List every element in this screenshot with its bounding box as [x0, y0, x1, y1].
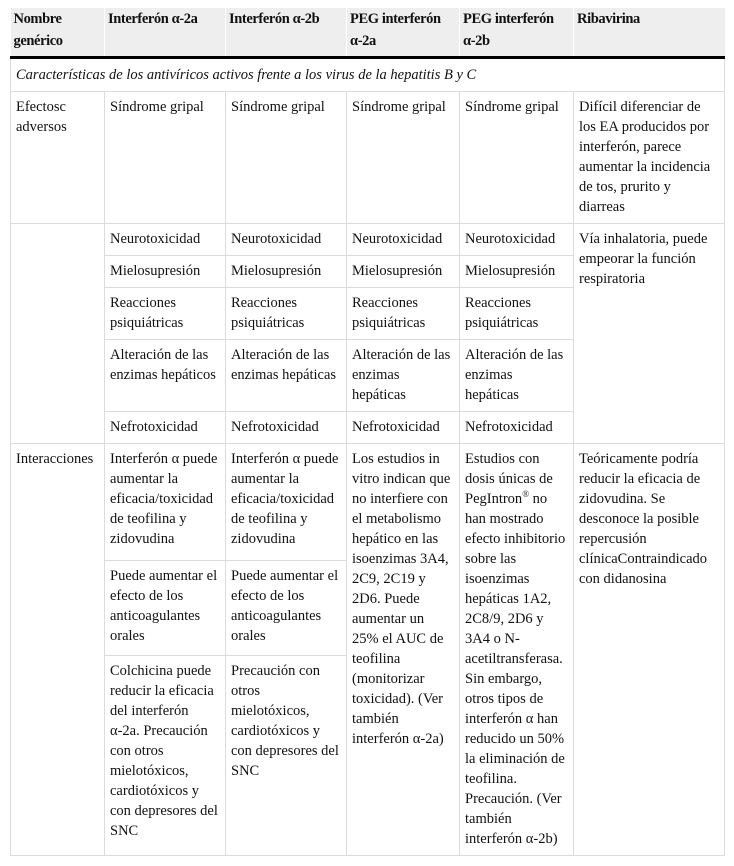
table-cell: Neurotoxicidad [105, 224, 226, 256]
header-cell: PEG interferón α-2b [460, 8, 574, 58]
table-cell: Mielosupresión [460, 256, 574, 288]
table-cell: Síndrome gripal [226, 92, 347, 224]
table-cell: Neurotoxicidad [226, 224, 347, 256]
table-cell: Reacciones psiquiátricas [460, 288, 574, 340]
row-label: Interacciones [11, 444, 105, 856]
caption-row [11, 58, 725, 92]
table-cell: Teóricamente podría reducir la eficacia de zidovudina. Se desconoce la posible repercusión clínicaContraindicado con didanosina [574, 444, 725, 856]
table-cell: Vía inhalatoria, puede empeorar la función respiratoria [574, 224, 725, 444]
header-cell: Nombre genérico [11, 8, 105, 58]
table-cell: Neurotoxicidad [460, 224, 574, 256]
table-cell: Nefrotoxicidad [460, 412, 574, 444]
table-row [11, 444, 725, 561]
table-cell: Síndrome gripal [105, 92, 226, 224]
table-cell: Mielosupresión [105, 256, 226, 288]
row-label: Efectosc adversos [11, 92, 105, 224]
table-cell: Alteración de las enzimas hepáticos [105, 340, 226, 412]
registered-mark: ® [522, 489, 530, 500]
table-cell: Difícil diferenciar de los EA producidos por interferón, parece aumentar la incidencia de tos, prurito y diarreas [574, 92, 725, 224]
table-cell: Nefrotoxicidad [226, 412, 347, 444]
table-cell: Mielosupresión [226, 256, 347, 288]
table-cell: Reacciones psiquiátricas [105, 288, 226, 340]
table-cell: Reacciones psiquiátricas [226, 288, 347, 340]
header-cell: PEG interferón α-2a [347, 8, 460, 58]
table-cell: Precaución con otros mielotóxicos, cardiotóxicos y con depresores del SNC [226, 656, 347, 856]
cell-text: no han mostrado efecto inhibitorio sobre las isoenzimas hepáticas 1A2, 2C8/9, 2D6 y 3A4 o N-acetiltransferasa. Sin embargo, otros tipos de interferón α han reducido un 50% la eliminación de teofilina. Precaución. (Ver también interferón α-2b) [465, 491, 566, 847]
table-cell: Reacciones psiquiátricas [347, 288, 460, 340]
table-cell: Mielosupresión [347, 256, 460, 288]
antiviral-table [10, 8, 725, 856]
table-cell: Interferón α puede aumentar la eficacia/toxicidad de teofilina y zidovudina [105, 444, 226, 561]
table-cell: Puede aumentar el efecto de los anticoagulantes orales [226, 560, 347, 656]
table-row [11, 92, 725, 224]
table-row [11, 224, 725, 256]
header-cell: Interferón α-2b [226, 8, 347, 58]
header-cell: Interferón α-2a [105, 8, 226, 58]
table-cell [460, 444, 574, 856]
table-cell: Los estudios in vitro indican que no interfiere con el metabolismo hepático en las isoenzimas 3A4, 2C9, 2C19 y 2D6. Puede aumentar un 25% el AUC de teofilina (monitorizar toxicidad). (Ver también interferón α-2a) [347, 444, 460, 856]
cell-text: Estudios con dosis únicas de PegIntron [465, 451, 553, 507]
table-cell: Interferón α puede aumentar la eficacia/toxicidad de teofilina y zidovudina [226, 444, 347, 561]
table-cell: Síndrome gripal [347, 92, 460, 224]
table-cell: Nefrotoxicidad [347, 412, 460, 444]
table-cell: Alteración de las enzimas hepáticas [460, 340, 574, 412]
table-cell: Alteración de las enzimas hepáticas [347, 340, 460, 412]
table-cell: Neurotoxicidad [347, 224, 460, 256]
table-cell: Alteración de las enzimas hepáticas [226, 340, 347, 412]
table-cell: Puede aumentar el efecto de los anticoagulantes orales [105, 560, 226, 656]
table-cell: Nefrotoxicidad [105, 412, 226, 444]
table-cell: Colchicina puede reducir la eficacia del interferón α-2a. Precaución con otros mielotóxicos, cardiotóxicos y con depresores del SNC [105, 656, 226, 856]
table-cell: Síndrome gripal [460, 92, 574, 224]
header-row [11, 8, 725, 58]
empty-cell [11, 224, 105, 444]
header-cell: Ribavirina [574, 8, 725, 58]
table-caption: Características de los antivíricos activos frente a los virus de la hepatitis B y C [11, 58, 725, 92]
